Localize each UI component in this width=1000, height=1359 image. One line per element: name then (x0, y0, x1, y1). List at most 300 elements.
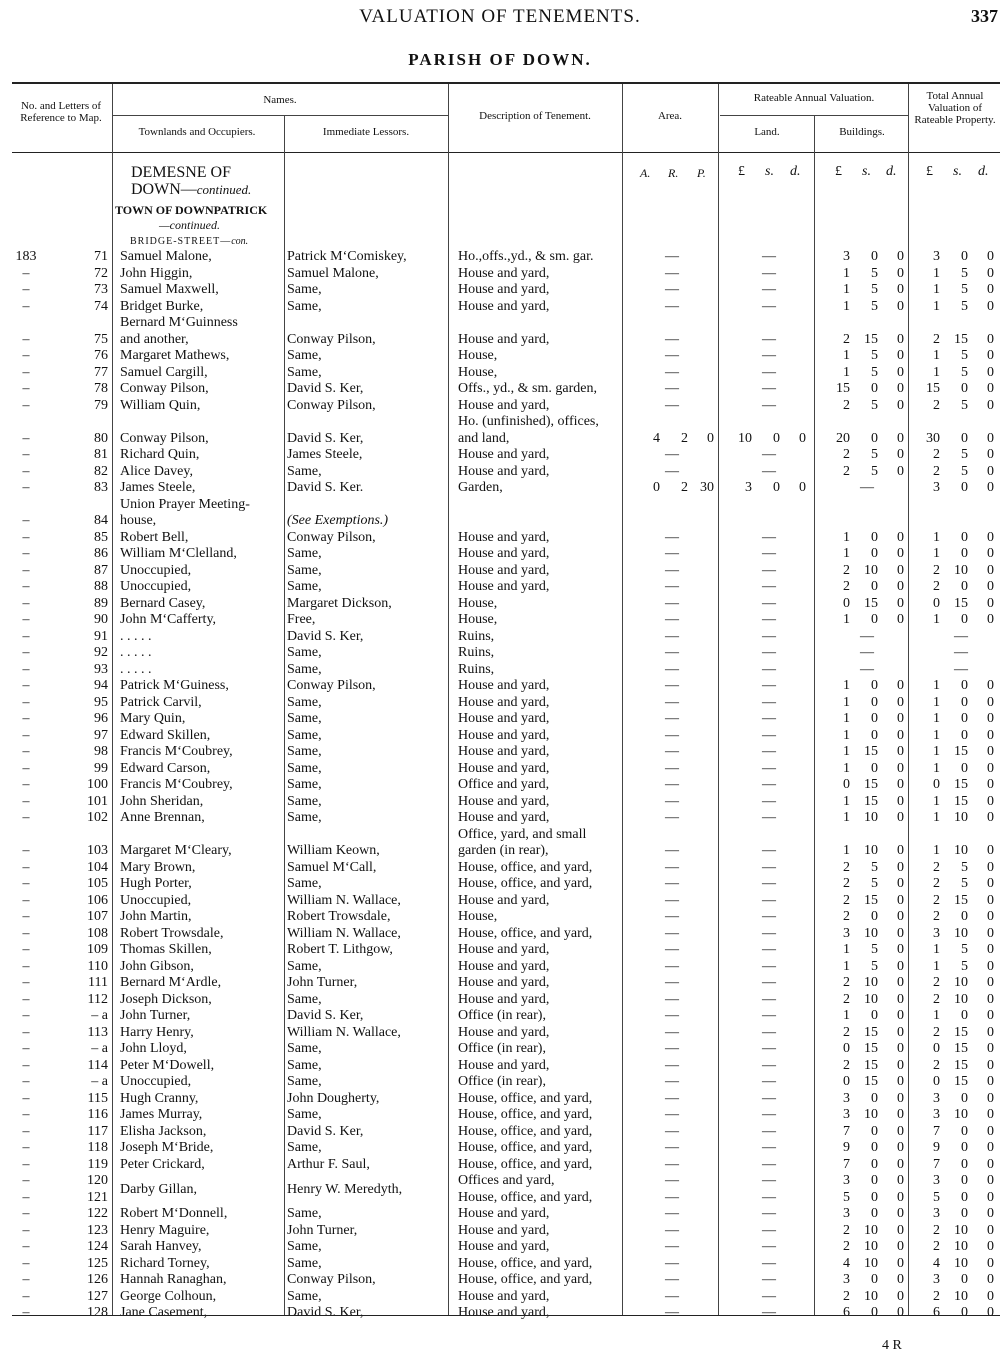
total-value-pounds: 1 (933, 265, 940, 281)
buildings-value-shillings: 0 (871, 1173, 878, 1188)
total-value-pence: 0 (987, 562, 994, 578)
total-value-shillings: 0 (961, 612, 968, 627)
total-value-pounds: 0 (933, 777, 940, 792)
occupier: Bernard Casey, (120, 595, 206, 611)
total-value-pounds: 15 (926, 381, 940, 396)
description: House, office, and yard, (458, 859, 593, 875)
buildings-value-shillings: 0 (871, 678, 878, 693)
buildings-value-pounds: 2 (843, 1288, 850, 1304)
valuation-table-body (12, 249, 1000, 1322)
total-value-pounds: 4 (933, 1255, 940, 1271)
land-dash: — (762, 991, 776, 1007)
description: House, office, and yard, (458, 1255, 593, 1271)
table-row (12, 1239, 1000, 1256)
map-reference: – (22, 843, 30, 858)
total-value-shillings: 15 (954, 1074, 968, 1089)
lessor: William Keown, (287, 843, 380, 858)
total-value-shillings: 0 (961, 711, 968, 726)
description: House, (458, 348, 498, 363)
occupier: Richard Torney, (120, 1255, 210, 1271)
total-value-pence: 0 (987, 1090, 994, 1106)
plot-number: 89 (94, 595, 108, 611)
total-value-pence: 0 (987, 1041, 994, 1056)
total-value-pounds: 0 (933, 1074, 940, 1089)
lessor: Same, (287, 1041, 322, 1056)
total-value-pence: 0 (987, 892, 994, 908)
area-dash: — (665, 1057, 679, 1073)
buildings-value-pounds: 2 (843, 892, 850, 908)
table-row (12, 909, 1000, 926)
map-reference: 183 (15, 249, 37, 264)
buildings-value-pence: 0 (897, 909, 904, 924)
lessor: Same, (287, 777, 322, 792)
area-dash: — (665, 612, 679, 627)
area-dash: — (665, 628, 679, 644)
buildings-value-pounds: 3 (843, 925, 850, 941)
area-pence: 30 (700, 480, 714, 495)
occupier: Richard Quin, (120, 447, 200, 462)
total-value-shillings: 0 (961, 1206, 968, 1221)
total-value-pence: 0 (987, 1173, 994, 1188)
plot-number: 88 (94, 579, 108, 594)
total-value-shillings: 15 (954, 331, 968, 347)
header-names: Names. (263, 94, 297, 106)
area-dash: — (665, 1255, 679, 1271)
total-dash: — (954, 645, 968, 660)
description: House, office, and yard, (458, 1107, 593, 1122)
description: House and yard, (458, 727, 550, 743)
description: Office and yard, (458, 777, 550, 792)
land-dash: — (762, 793, 776, 809)
description: House and yard, (458, 991, 550, 1007)
land-dash: — (762, 612, 776, 627)
table-row (12, 596, 1000, 613)
occupier: Patrick M‘Guiness, (120, 678, 229, 693)
occupier: Hannah Ranaghan, (120, 1272, 227, 1287)
map-reference: – (22, 1255, 30, 1271)
table-row (12, 546, 1000, 563)
buildings-value-pounds: 1 (843, 364, 850, 380)
lessor: Same, (287, 958, 322, 974)
buildings-value-pounds: 1 (843, 348, 850, 363)
buildings-value-pence: 0 (897, 463, 904, 479)
buildings-value-shillings: 15 (864, 892, 878, 908)
map-reference: – (22, 975, 30, 990)
total-value-shillings: 10 (954, 843, 968, 858)
area-shillings: 2 (681, 480, 688, 495)
table-row (12, 398, 1000, 415)
area-dash: — (665, 397, 679, 413)
area-dash: — (665, 1041, 679, 1056)
total-value-pounds: 2 (933, 331, 940, 347)
total-value-pence: 0 (987, 612, 994, 627)
total-value-pounds: 3 (933, 1173, 940, 1188)
total-value-shillings: 10 (954, 810, 968, 825)
description: House and yard, (458, 529, 550, 545)
buildings-value-pence: 0 (897, 1008, 904, 1023)
description: House, office, and yard, (458, 876, 593, 891)
total-value-pence: 0 (987, 579, 994, 594)
table-row (12, 480, 1000, 497)
lessor: Same, (287, 694, 322, 710)
description: House and yard, (458, 265, 550, 281)
total-dash: — (954, 661, 968, 677)
land-dash: — (762, 744, 776, 759)
total-value-pence: 0 (987, 678, 994, 693)
area-pence: 0 (707, 430, 714, 446)
plot-number: 110 (87, 958, 108, 974)
map-reference: – (22, 1024, 30, 1040)
land-dash: — (762, 397, 776, 413)
total-value-pence: 0 (987, 397, 994, 413)
lessor: (See Exemptions.) (287, 513, 389, 528)
buildings-value-pounds: 3 (843, 249, 850, 264)
description: House and yard, (458, 1305, 550, 1320)
total-value-pounds: 2 (933, 909, 940, 924)
lessor: Same, (287, 1239, 322, 1254)
area-dash: — (665, 1024, 679, 1040)
map-reference: – (22, 282, 30, 297)
buildings-value-shillings: 15 (864, 1057, 878, 1073)
occupier: Robert Trowsdale, (120, 925, 224, 941)
plot-number: 125 (87, 1255, 108, 1271)
total-value-pence: 0 (987, 1024, 994, 1040)
land-dash: — (762, 942, 776, 957)
buildings-value-shillings: 0 (871, 1123, 878, 1139)
total-value-pence: 0 (987, 463, 994, 479)
total-value-pounds: 1 (933, 282, 940, 297)
buildings-value-shillings: 5 (871, 876, 878, 891)
occupier: Unoccupied, (120, 579, 192, 594)
occupier: and another, (120, 331, 189, 347)
unit-pound: £ (738, 164, 745, 179)
total-value-shillings: 10 (954, 1255, 968, 1271)
occupier: house, (120, 513, 157, 528)
lessor: David S. Ker, (287, 628, 364, 644)
area-dash: — (665, 1140, 679, 1155)
map-reference: – (22, 628, 30, 644)
map-reference: – (22, 711, 30, 726)
buildings-value-shillings: 10 (864, 991, 878, 1007)
land-dash: — (762, 892, 776, 908)
buildings-value-pounds: 0 (843, 595, 850, 611)
buildings-value-shillings: 0 (871, 529, 878, 545)
map-reference: – (22, 1222, 30, 1238)
total-value-shillings: 10 (954, 562, 968, 578)
total-value-shillings: 10 (954, 925, 968, 941)
table-row (12, 612, 1000, 629)
land-dash: — (762, 843, 776, 858)
buildings-value-pounds: 1 (843, 546, 850, 561)
land-dash: — (762, 925, 776, 941)
area-dash: — (665, 1074, 679, 1089)
buildings-value-pence: 0 (897, 958, 904, 974)
buildings-value-pounds: 9 (843, 1140, 850, 1155)
table-row (12, 942, 1000, 959)
land-dash: — (762, 628, 776, 644)
buildings-value-pounds: 1 (843, 298, 850, 314)
occupier: Anne Brennan, (120, 810, 205, 825)
plot-number: 100 (87, 777, 108, 792)
buildings-value-shillings: 15 (864, 1041, 878, 1056)
area-dash: — (665, 546, 679, 561)
description: House and yard, (458, 744, 550, 759)
occupier: Unoccupied, (120, 562, 192, 578)
lessor: Same, (287, 1074, 322, 1089)
land-dash: — (762, 1041, 776, 1056)
buildings-value-shillings: 5 (871, 364, 878, 380)
map-reference: – (22, 529, 30, 545)
occupier-line1: Bernard M‘Guinness (120, 315, 238, 330)
occupier: Robert M‘Donnell, (120, 1206, 228, 1221)
buildings-value-pounds: 4 (843, 1255, 850, 1271)
map-reference: – (22, 562, 30, 578)
occupier: John M‘Cafferty, (120, 612, 217, 627)
total-value-shillings: 0 (961, 1123, 968, 1139)
occupier: Darby Gillan, (120, 1181, 197, 1197)
buildings-value-pence: 0 (897, 744, 904, 759)
buildings-value-pounds: 1 (843, 843, 850, 858)
land-dash: — (762, 694, 776, 710)
total-value-pounds: 2 (933, 463, 940, 479)
map-reference: – (22, 1173, 30, 1188)
buildings-value-pence: 0 (897, 1239, 904, 1254)
buildings-value-shillings: 0 (871, 1156, 878, 1172)
land-dash: — (762, 975, 776, 990)
description: House and yard, (458, 760, 550, 776)
land-dash: — (762, 1255, 776, 1271)
plot-number: 117 (87, 1123, 108, 1139)
land-dash: — (762, 1074, 776, 1089)
plot-number: 118 (87, 1140, 108, 1155)
total-value-shillings: 0 (961, 694, 968, 710)
map-reference: – (22, 595, 30, 611)
header-description: Description of Tenement. (479, 110, 591, 122)
plot-number: 92 (94, 645, 108, 660)
description-line1: Ho. (unfinished), offices, (458, 414, 599, 429)
area-dash: — (665, 645, 679, 660)
description: House and yard, (458, 1222, 550, 1238)
area-dash: — (665, 1173, 679, 1188)
buildings-value-shillings: 10 (864, 1288, 878, 1304)
total-value-pence: 0 (987, 480, 994, 495)
map-reference: – (22, 1107, 30, 1122)
buildings-value-shillings: 15 (864, 777, 878, 792)
total-value-pounds: 2 (933, 975, 940, 990)
total-value-shillings: 5 (961, 397, 968, 413)
buildings-value-pounds: 2 (843, 562, 850, 578)
plot-number: 83 (94, 480, 108, 495)
buildings-value-pence: 0 (897, 364, 904, 380)
buildings-value-shillings: 0 (871, 579, 878, 594)
total-value-pounds: 3 (933, 480, 940, 495)
map-reference: – (22, 513, 30, 528)
map-reference: – (22, 645, 30, 660)
buildings-value-pence: 0 (897, 579, 904, 594)
buildings-value-pounds: 2 (843, 859, 850, 875)
area-dash: — (665, 282, 679, 297)
buildings-value-pounds: 1 (843, 612, 850, 627)
table-row (12, 810, 1000, 827)
lessor: Same, (287, 645, 322, 660)
plot-number: 124 (87, 1239, 108, 1254)
land-dash: — (762, 1189, 776, 1205)
buildings-value-pounds: 1 (843, 1008, 850, 1023)
buildings-value-shillings: 10 (864, 925, 878, 941)
map-reference: – (22, 1189, 30, 1205)
occupier: Unoccupied, (120, 1074, 192, 1089)
buildings-value-shillings: 0 (871, 1140, 878, 1155)
description: House and yard, (458, 1239, 550, 1254)
buildings-value-pence: 0 (897, 348, 904, 363)
buildings-value-pence: 0 (897, 892, 904, 908)
total-value-pounds: 3 (933, 925, 940, 941)
lessor: David S. Ker, (287, 1305, 364, 1320)
plot-number: 80 (94, 430, 108, 446)
buildings-value-pounds: 1 (843, 760, 850, 776)
map-reference: – (22, 1288, 30, 1304)
area-dash: — (665, 942, 679, 957)
map-reference: – (22, 892, 30, 908)
total-value-pence: 0 (987, 430, 994, 446)
total-value-pounds: 5 (933, 1189, 940, 1205)
area-dash: — (665, 777, 679, 792)
total-value-shillings: 10 (954, 1222, 968, 1238)
map-reference: – (22, 1123, 30, 1139)
buildings-dash: — (860, 645, 874, 660)
total-value-pounds: 3 (933, 1206, 940, 1221)
buildings-value-shillings: 0 (871, 1305, 878, 1320)
lessor: Same, (287, 661, 322, 677)
lessor: Same, (287, 876, 322, 891)
map-reference: – (22, 480, 30, 495)
buildings-value-pounds: 6 (843, 1305, 850, 1320)
occupier: John Higgin, (120, 265, 193, 281)
unit-pence: d. (790, 164, 801, 179)
table-row (12, 1223, 1000, 1240)
header-townlands: Townlands and Occupiers. (138, 126, 256, 138)
area-dash: — (665, 1288, 679, 1304)
map-reference: – (22, 777, 30, 792)
total-value-pounds: 7 (933, 1156, 940, 1172)
buildings-value-shillings: 0 (871, 909, 878, 924)
buildings-value-shillings: 10 (864, 975, 878, 990)
buildings-value-shillings: 5 (871, 397, 878, 413)
total-value-pounds: 3 (933, 1090, 940, 1106)
total-value-shillings: 5 (961, 348, 968, 363)
plot-number: 91 (94, 628, 108, 644)
total-value-shillings: 0 (961, 1272, 968, 1287)
buildings-value-pounds: 2 (843, 579, 850, 594)
buildings-value-pounds: 2 (843, 463, 850, 479)
area-dash: — (665, 1008, 679, 1023)
total-value-shillings: 15 (954, 595, 968, 611)
area-dash: — (665, 727, 679, 743)
total-value-pounds: 6 (933, 1305, 940, 1320)
total-value-pence: 0 (987, 1140, 994, 1155)
buildings-value-shillings: 0 (871, 1189, 878, 1205)
buildings-value-pounds: 7 (843, 1123, 850, 1139)
total-value-shillings: 0 (961, 1090, 968, 1106)
area-dash: — (665, 447, 679, 462)
total-value-pence: 0 (987, 909, 994, 924)
area-dash: — (665, 348, 679, 363)
lessor: Same, (287, 711, 322, 726)
occupier: Samuel Maxwell, (120, 282, 219, 297)
plot-number: 112 (87, 991, 108, 1007)
plot-number: 120 (87, 1173, 108, 1188)
description: House, (458, 612, 498, 627)
total-value-pounds: 2 (933, 1024, 940, 1040)
map-reference: – (22, 744, 30, 759)
plot-number: – a (91, 1008, 108, 1023)
occupier: Margaret Mathews, (120, 348, 230, 363)
area-dash: — (665, 843, 679, 858)
table-row (12, 1025, 1000, 1042)
description: Ruins, (458, 645, 495, 660)
table-row (12, 975, 1000, 992)
buildings-value-shillings: 10 (864, 562, 878, 578)
total-value-pence: 0 (987, 975, 994, 990)
occupier: Joseph Dickson, (120, 991, 212, 1007)
land-value-pence: 0 (799, 430, 806, 446)
description: House and yard, (458, 892, 550, 908)
total-value-pounds: 2 (933, 1239, 940, 1254)
table-row (12, 1272, 1000, 1289)
area-dash: — (665, 298, 679, 314)
description: House and yard, (458, 579, 550, 594)
buildings-value-shillings: 10 (864, 810, 878, 825)
total-value-pounds: 1 (933, 364, 940, 380)
buildings-value-shillings: 10 (864, 1222, 878, 1238)
table-row (12, 530, 1000, 547)
area-dash: — (665, 249, 679, 264)
total-value-pence: 0 (987, 282, 994, 297)
land-dash: — (762, 381, 776, 396)
lessor: Same, (287, 562, 322, 578)
total-value-shillings: 10 (954, 1107, 968, 1122)
plot-number: 93 (94, 661, 108, 677)
total-value-shillings: 15 (954, 744, 968, 759)
buildings-value-pounds: 2 (843, 991, 850, 1007)
buildings-value-pence: 0 (897, 975, 904, 990)
description: House and yard, (458, 397, 550, 413)
description: House, (458, 595, 498, 611)
total-value-pounds: 1 (933, 298, 940, 314)
table-row (12, 728, 1000, 745)
total-value-pounds: 1 (933, 546, 940, 561)
total-value-shillings: 15 (954, 777, 968, 792)
total-value-pence: 0 (987, 942, 994, 957)
lessor: Same, (287, 1057, 322, 1073)
buildings-value-shillings: 0 (871, 1272, 878, 1287)
map-reference: – (22, 1057, 30, 1073)
buildings-value-shillings: 15 (864, 1024, 878, 1040)
buildings-value-shillings: 15 (864, 793, 878, 809)
total-value-pence: 0 (987, 1074, 994, 1089)
table-row (12, 1058, 1000, 1075)
plot-number: 113 (87, 1024, 108, 1040)
area-dash: — (665, 595, 679, 611)
lessor: Same, (287, 579, 322, 594)
description: House, office, and yard, (458, 1189, 593, 1205)
occupier: John Gibson, (120, 958, 194, 974)
land-dash: — (762, 265, 776, 281)
map-reference: – (22, 678, 30, 693)
description: Ho.,offs.,yd., & sm. gar. (458, 249, 594, 264)
occupier: Robert Bell, (120, 529, 189, 545)
land-dash: — (762, 1272, 776, 1287)
